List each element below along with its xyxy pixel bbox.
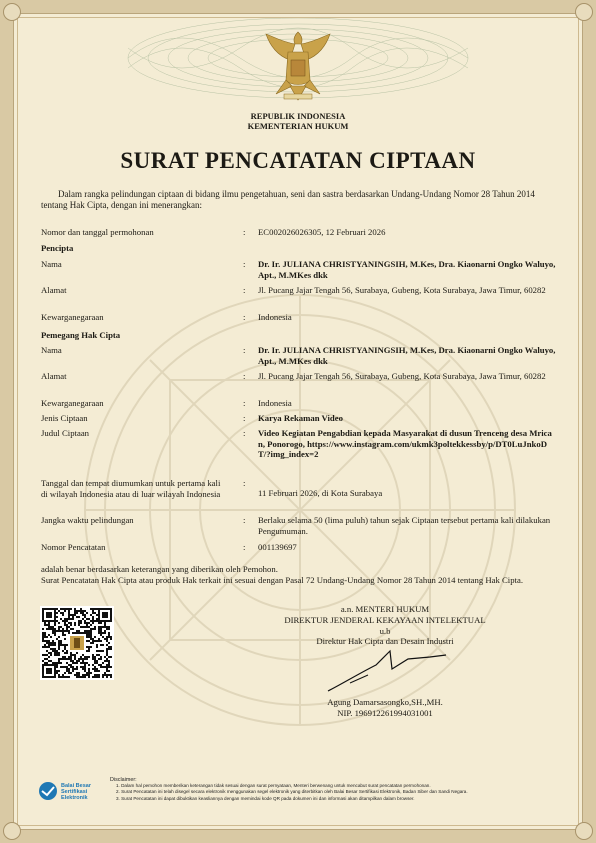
holder-name-value: Dr. Ir. JULIANA CHRISTYANINGSIH, M.Kes, Dra. Kiaonarni Ongko Waluyo, Apt., M.MKes dkk: [258, 345, 556, 366]
colon: :: [243, 398, 246, 408]
creator-heading: Pencipta: [41, 243, 74, 253]
disclaimer-item: 1. Dalam hal pemohon memberikan keterangan tidak sesuai dengan surat pernyataan, Menteri berwenang untuk mencabut surat pencatatan permohonan.: [116, 783, 431, 789]
creator-address-value: Jl. Pucang Jajar Tengah 56, Surabaya, Gubeng, Kota Surabaya, Jawa Timur, 60282: [258, 285, 546, 295]
protection-term-value: Berlaku selama 50 (lima puluh) tahun sejak Ciptaan tersebut pertama kali dilakukan Pengumuman.: [258, 515, 551, 536]
colon: :: [243, 515, 246, 525]
header-ministry: KEMENTERIAN HUKUM: [247, 121, 349, 131]
holder-nationality-label: Kewarganegaraan: [41, 398, 104, 408]
corner-ornament-top-right: [575, 3, 593, 21]
work-type-label: Jenis Ciptaan: [41, 413, 88, 423]
signatory-nip: NIP. 196912261994031001: [337, 708, 433, 718]
bsre-line-2: Sertifikasi: [61, 789, 88, 796]
holder-address-label: Alamat: [41, 371, 67, 381]
signature-director-general: DIREKTUR JENDERAL KEKAYAAN INTELEKTUAL: [284, 615, 486, 625]
application-label: Nomor dan tanggal permohonan: [41, 227, 154, 237]
colon: :: [243, 428, 246, 438]
bsre-logo-text: [61, 783, 91, 802]
creator-nationality-value: Indonesia: [258, 312, 292, 322]
closing-statement: [41, 564, 556, 586]
corner-ornament-top-left: [3, 3, 21, 21]
colon: :: [243, 542, 246, 552]
garuda-emblem-icon: [262, 28, 334, 108]
colon: :: [243, 478, 246, 488]
work-title-label: Judul Ciptaan: [41, 428, 90, 438]
creator-nationality-label: Kewarganegaraan: [41, 312, 104, 322]
creator-name-label: Nama: [41, 259, 62, 269]
holder-nationality-value: Indonesia: [258, 398, 292, 408]
record-number-label: Nomor Pencatatan: [41, 542, 106, 552]
holder-name-label: Nama: [41, 345, 62, 355]
colon: :: [243, 371, 246, 381]
closing-line-2: Surat Pencatatan Hak Cipta atau produk Hak terkait ini sesuai dengan Pasal 72 Undang-Undang Nomor 28 Tahun 2014 tentang Hak Cipta.: [41, 575, 523, 585]
corner-ornament-bottom-right: [575, 822, 593, 840]
header-country: REPUBLIK INDONESIA: [250, 111, 346, 121]
corner-ornament-bottom-left: [3, 822, 21, 840]
work-title-value: Video Kegiatan Pengabdian kepada Masyarakat di dusun Trenceng desa Mrican, Ponorogo, https://www.instagram.com/ukmk3poltekkessby/p/DT0LuJnkoDT/?img_index=2: [258, 428, 552, 459]
signature-on-behalf: a.n. MENTERI HUKUM: [340, 604, 430, 614]
bsre-line-1: Balai Besar: [61, 783, 91, 789]
colon: :: [243, 227, 246, 237]
colon: :: [243, 259, 246, 269]
disclaimer: [110, 777, 570, 802]
holder-address-value: Jl. Pucang Jajar Tengah 56, Surabaya, Gubeng, Kota Surabaya, Jawa Timur, 60282: [258, 371, 546, 381]
intro-paragraph: Dalam rangka pelindungan ciptaan di bidang ilmu pengetahuan, seni dan sastra berdasarkan Undang-Undang Nomor 28 Tahun 2014 tentang Hak Cipta, dengan ini menerangkan:: [41, 189, 535, 210]
creator-name-value: Dr. Ir. JULIANA CHRISTYANINGSIH, M.Kes, Dra. Kiaonarni Ongko Waluyo, Apt., M.MKes dkk: [258, 259, 556, 280]
colon: :: [243, 345, 246, 355]
creator-address-label: Alamat: [41, 285, 67, 295]
colon: :: [243, 285, 246, 295]
application-value: EC002026026305, 12 Februari 2026: [258, 227, 386, 237]
document-title: SURAT PENCATATAN CIPTAAN: [120, 148, 476, 173]
colon: :: [243, 312, 246, 322]
verification-qr-code[interactable]: [40, 606, 114, 680]
work-type-value: Karya Rekaman Video: [258, 413, 343, 423]
holder-heading: Pemegang Hak Cipta: [41, 330, 121, 340]
signature-ub: u.b: [379, 626, 391, 636]
closing-line-1: adalah benar berdasarkan keterangan yang diberikan oleh Pemohon.: [41, 564, 278, 574]
record-number-value: 001139697: [258, 542, 297, 552]
disclaimer-title: Disclaimer:: [110, 777, 137, 783]
disclaimer-item: 2. Surat Pencatatan ini telah disegel secara elektronik menggunakan segel elektronik yang diterbitkan oleh Balai Besar Sertifikasi Elektronik, Badan Siber dan Sandi Negara.: [116, 789, 468, 795]
colon: :: [243, 413, 246, 423]
handwritten-signature: [320, 645, 450, 695]
signatory-name: Agung Damarsasongko,SH.,MH.: [327, 697, 443, 707]
signature-director: Direktur Hak Cipta dan Desain Industri: [316, 636, 454, 646]
disclaimer-item: 3. Surat Pencatatan ini dapat dibuktikan keasliannya dengan memindai kode QR pada dokumen ini dan informasi akan ditampilkan dalam browser.: [116, 795, 415, 801]
bsre-line-3: Elektronik: [61, 795, 88, 802]
publication-value: 11 Februari 2026, di Kota Surabaya: [258, 488, 383, 498]
publication-label: Tanggal dan tempat diumumkan untuk pertama kali di wilayah Indonesia atau di luar wilayah Indonesia: [41, 478, 221, 499]
protection-term-label: Jangka waktu pelindungan: [41, 515, 134, 525]
